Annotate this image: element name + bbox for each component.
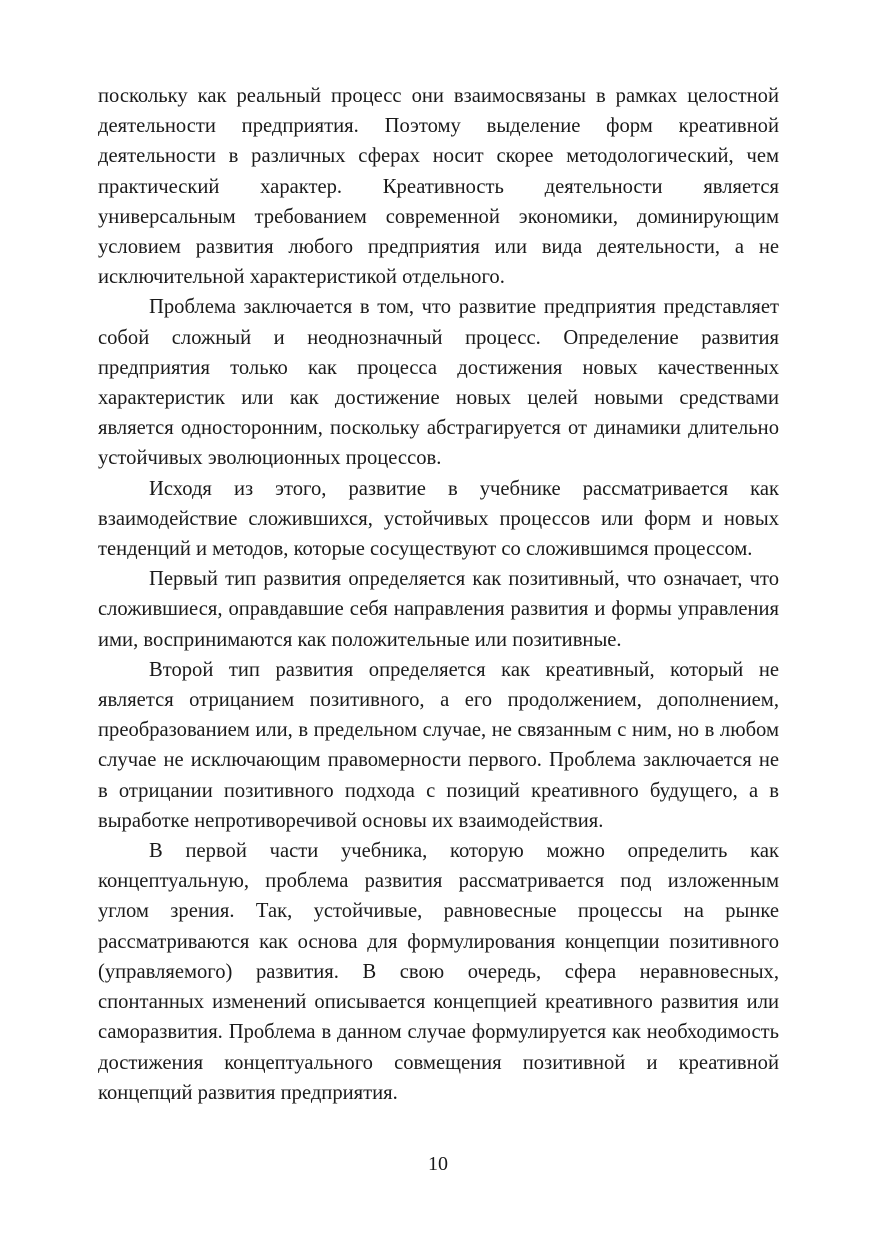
page-number: 10 bbox=[428, 1153, 448, 1175]
paragraph-positive-development: Первый тип развития определяется как позитивный, что означает, что сложившиеся, оправдавшие себя направления развития и формы управления ими, воспринимаются как положительные или позитивные. bbox=[98, 568, 779, 651]
paragraph-creative-development: Второй тип развития определяется как креативный, который не является отрицанием позитивного, а его продолжением, дополнением, преобразованием или, в предельном случае, не связанным с ним, но в любом случае не исключающим правомерности первого. Проблема заключается не в отрицании позитивного подхода с позиций креативного будущего, а в выработке непротиворечивой основы их взаимодействия. bbox=[98, 658, 779, 832]
paragraph-development-approach: Исходя из этого, развитие в учебнике рассматривается как взаимодействие сложившихся, устойчивых процессов или форм и новых тенденций и методов, которые сосуществуют со сложившимся процессом. bbox=[98, 477, 779, 561]
page-body bbox=[98, 81, 779, 1108]
paragraph-conceptual-part: В первой части учебника, которую можно определить как концептуальную, проблема развития рассматривается под изложенным углом зрения. Так, устойчивые, равновесные процессы на рынке рассматриваются как основа для формулирования концепции позитивного (управляемого) развития. В свою очередь, сфера неравновесных, спонтанных изменений описывается концепцией креативного развития или саморазвития. Проблема в данном случае формулируется как необходимость достижения концептуального совмещения позитивной и креативной концепций развития предприятия. bbox=[98, 840, 779, 1104]
paragraph-problem-statement: Проблема заключается в том, что развитие предприятия представляет собой сложный и неоднозначный процесс. Определение развития предприятия только как процесса достижения новых качественных характеристик или как достижение новых целей новыми средствами является односторонним, поскольку абстрагируется от динамики длительно устойчивых эволюционных процессов. bbox=[98, 296, 779, 470]
paragraph-continuation: поскольку как реальный процесс они взаимосвязаны в рамках целостной деятельности предприятия. Поэтому выделение форм креативной деятельности в различных сферах носит скорее методологический, чем практический характер. Креативность деятельности является универсальным требованием современной экономики, доминирующим условием развития любого предприятия или вида деятельности, а не исключительной характеристикой отдельного. bbox=[98, 85, 779, 289]
